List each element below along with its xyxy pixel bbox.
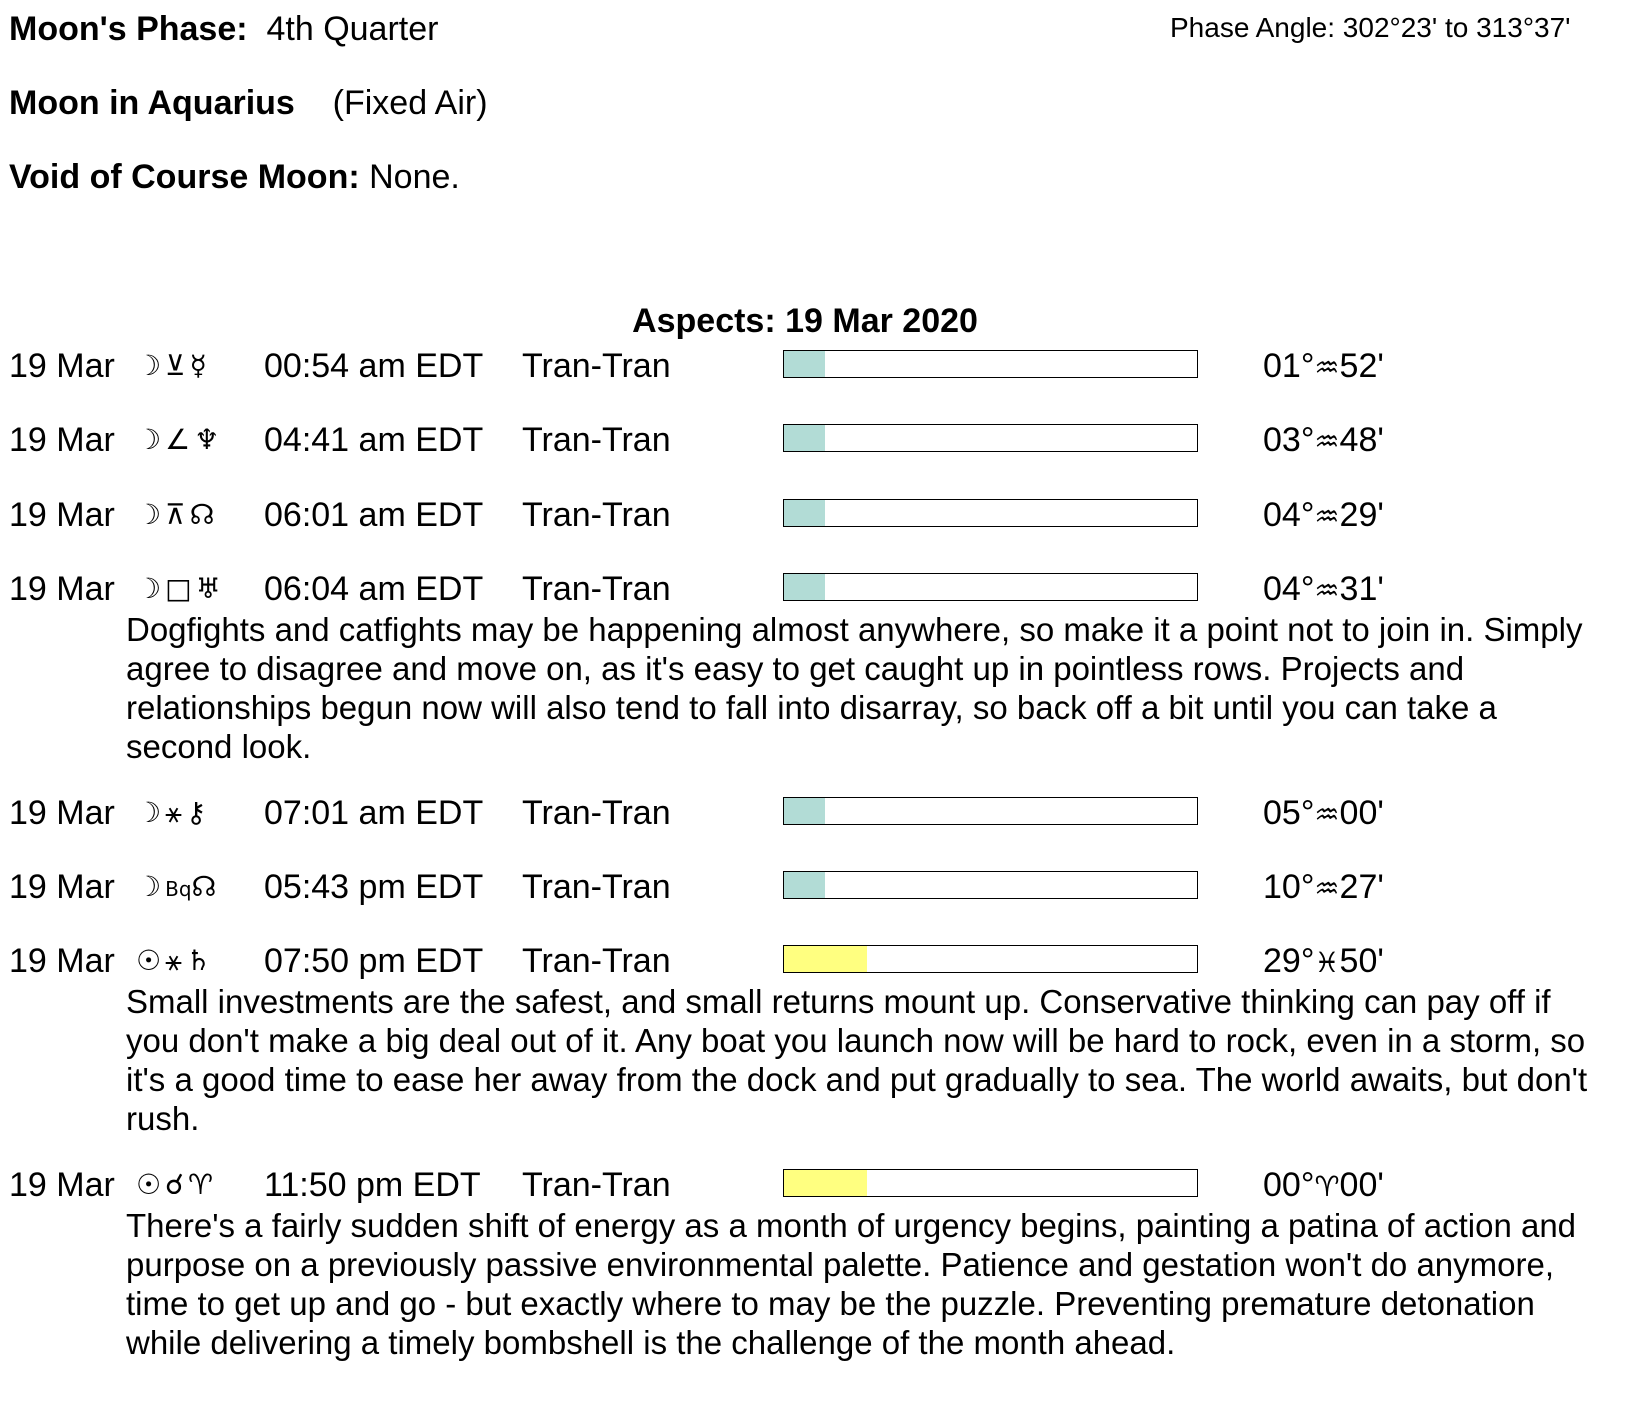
aspect-position	[1263, 420, 1384, 462]
aspect-strength-bar	[783, 871, 1198, 899]
position-minutes: 27'	[1339, 868, 1384, 906]
position-degrees: 10°	[1263, 868, 1315, 906]
semisextile-icon: ⊻	[165, 349, 190, 382]
void-of-course-label: Void of Course Moon:	[9, 158, 360, 196]
aspect-position	[1263, 867, 1384, 909]
aspect-strength-fill	[784, 798, 825, 824]
aspect-strength-fill	[784, 574, 825, 600]
position-minutes: 29'	[1339, 496, 1384, 534]
aspect-type: Tran-Tran	[522, 868, 671, 906]
semisquare-icon: ∠	[165, 423, 195, 456]
aspect-strength-fill	[784, 425, 825, 451]
position-degrees: 01°	[1263, 347, 1315, 385]
aspect-type: Tran-Tran	[522, 421, 671, 459]
aspect-strength-bar	[783, 945, 1198, 973]
zodiac-sign-icon: ♒	[1314, 798, 1340, 831]
aspect-position	[1263, 495, 1384, 537]
aspect-strength-fill	[784, 500, 825, 526]
biquintile-icon: Bq	[165, 877, 192, 901]
zodiac-sign-icon: ♓	[1314, 946, 1340, 979]
aspect-time: 06:04 am EDT	[264, 570, 484, 608]
north-node-icon: ☊	[191, 870, 221, 903]
square-icon: □	[165, 572, 196, 605]
zodiac-sign-icon: ♈	[1314, 1170, 1340, 1203]
aspect-time: 07:50 pm EDT	[264, 942, 484, 980]
aspect-strength-bar	[783, 424, 1198, 452]
aspect-type: Tran-Tran	[522, 942, 671, 980]
aspect-row	[0, 569, 1638, 613]
moon-phase-value: 4th Quarter	[266, 10, 439, 48]
zodiac-sign-icon: ♒	[1314, 351, 1340, 384]
position-degrees: 03°	[1263, 421, 1315, 459]
aspect-position	[1263, 941, 1384, 983]
position-degrees: 04°	[1263, 496, 1315, 534]
zodiac-sign-icon: ♒	[1314, 872, 1340, 905]
void-of-course-value: None.	[369, 158, 460, 196]
aspect-glyphs	[136, 941, 246, 981]
aspect-glyphs	[136, 495, 246, 535]
aspect-glyphs	[136, 420, 246, 460]
position-degrees: 05°	[1263, 794, 1315, 832]
aries-icon: ♈	[187, 1168, 218, 1201]
aspect-date: 19 Mar	[9, 570, 115, 608]
aspect-time: 11:50 pm EDT	[264, 1166, 481, 1204]
aspect-time: 05:43 pm EDT	[264, 868, 484, 906]
aspect-position	[1263, 569, 1384, 611]
aspect-glyphs	[136, 346, 246, 386]
aspect-strength-fill	[784, 351, 825, 377]
aspect-time: 00:54 am EDT	[264, 347, 484, 385]
mercury-icon: ☿	[189, 349, 211, 382]
aspect-row	[0, 1165, 1638, 1209]
aspect-row	[0, 420, 1638, 464]
position-degrees: 00°	[1263, 1166, 1315, 1204]
aspect-strength-bar	[783, 1169, 1198, 1197]
aspect-glyphs	[136, 867, 246, 909]
position-minutes: 00'	[1339, 794, 1384, 832]
aspect-type: Tran-Tran	[522, 794, 671, 832]
chiron-icon: ⚷	[185, 796, 211, 829]
moon-sign-element: (Fixed Air)	[332, 84, 488, 122]
sextile-icon: ⚹	[165, 944, 186, 977]
aspect-description: Small investments are the safest, and small returns mount up. Conservative thinking can pay off if you don't make a big deal out of it. Any boat you launch now will be hard to rock, even in a storm, so it's a good time to ease her away from the dock and put gradually to sea. The world awaits, but don't rush.	[126, 983, 1588, 1137]
aspect-date: 19 Mar	[9, 942, 115, 980]
aspect-row	[0, 867, 1638, 911]
moon-icon: ☽	[136, 870, 166, 903]
sun-icon: ☉	[136, 1168, 166, 1201]
aspect-time: 04:41 am EDT	[264, 421, 484, 459]
aspect-time: 07:01 am EDT	[264, 794, 484, 832]
phase-angle: Phase Angle: 302°23' to 313°37'	[1170, 12, 1571, 43]
position-minutes: 52'	[1339, 347, 1384, 385]
moon-phase-line	[9, 10, 438, 49]
aspect-row	[0, 495, 1638, 539]
aspect-position	[1263, 1165, 1384, 1207]
aspect-row	[0, 793, 1638, 837]
zodiac-sign-icon: ♒	[1314, 500, 1340, 533]
aspect-type: Tran-Tran	[522, 1166, 671, 1204]
moon-sign-label: Moon in Aquarius	[9, 84, 295, 122]
position-degrees: 29°	[1263, 942, 1315, 980]
aspect-description: Dogfights and catfights may be happening almost anywhere, so make it a point not to join in. Simply agree to disagree and move on, as it's easy to get caught up in pointless rows. Projects and relationships begun now will also tend to fall into disarray, so back off a bit until you can take a second look.	[126, 611, 1583, 765]
aspect-date: 19 Mar	[9, 794, 115, 832]
aspect-glyphs	[136, 1165, 246, 1205]
aspect-strength-fill	[784, 872, 825, 898]
zodiac-sign-icon: ♒	[1314, 574, 1340, 607]
moon-icon: ☽	[136, 423, 166, 456]
aspect-time: 06:01 am EDT	[264, 496, 484, 534]
moon-phase-label: Moon's Phase:	[9, 10, 248, 48]
aspect-glyphs	[136, 793, 246, 833]
moon-icon: ☽	[136, 796, 166, 829]
aspect-row	[0, 941, 1638, 985]
neptune-icon: ♆	[194, 423, 224, 456]
position-minutes: 50'	[1339, 942, 1384, 980]
aspect-strength-bar	[783, 350, 1198, 378]
aspect-date: 19 Mar	[9, 347, 115, 385]
north-node-icon: ☊	[189, 498, 219, 531]
aspect-date: 19 Mar	[9, 1166, 115, 1204]
aspect-type: Tran-Tran	[522, 496, 671, 534]
aspect-date: 19 Mar	[9, 421, 115, 459]
saturn-icon: ♄	[185, 944, 216, 977]
aspect-type: Tran-Tran	[522, 570, 671, 608]
moon-icon: ☽	[136, 498, 166, 531]
moon-icon: ☽	[136, 572, 166, 605]
aspect-position	[1263, 793, 1384, 835]
aspect-strength-bar	[783, 499, 1198, 527]
aspect-date: 19 Mar	[9, 496, 115, 534]
moon-icon: ☽	[136, 349, 166, 382]
aspect-strength-fill	[784, 1170, 867, 1196]
aspect-row	[0, 346, 1638, 390]
ingress-icon: ☌	[165, 1168, 188, 1201]
position-minutes: 31'	[1339, 570, 1384, 608]
aspect-glyphs	[136, 569, 246, 609]
aspect-strength-fill	[784, 946, 867, 972]
uranus-icon: ♅	[195, 572, 225, 605]
sun-icon: ☉	[136, 944, 166, 977]
aspects-title: Aspects: 19 Mar 2020	[632, 302, 978, 340]
aspect-date: 19 Mar	[9, 868, 115, 906]
aspect-type: Tran-Tran	[522, 347, 671, 385]
void-of-course-line	[9, 158, 460, 197]
aspect-strength-bar	[783, 797, 1198, 825]
quincunx-icon: ⊼	[165, 498, 190, 531]
aspect-strength-bar	[783, 573, 1198, 601]
position-minutes: 00'	[1339, 1166, 1384, 1204]
sextile-icon: ⚹	[165, 796, 186, 829]
zodiac-sign-icon: ♒	[1314, 425, 1340, 458]
position-degrees: 04°	[1263, 570, 1315, 608]
aspect-position	[1263, 346, 1384, 388]
aspect-description: There's a fairly sudden shift of energy as a month of urgency begins, painting a patina of action and purpose on a previously passive environmental palette. Patience and gestation won't do anymore, time to get up and go - but exactly where to may be the puzzle. Preventing premature detonation while delivering a timely bombshell is the challenge of the month ahead.	[126, 1207, 1577, 1361]
position-minutes: 48'	[1339, 421, 1384, 459]
moon-sign-line	[9, 84, 488, 123]
